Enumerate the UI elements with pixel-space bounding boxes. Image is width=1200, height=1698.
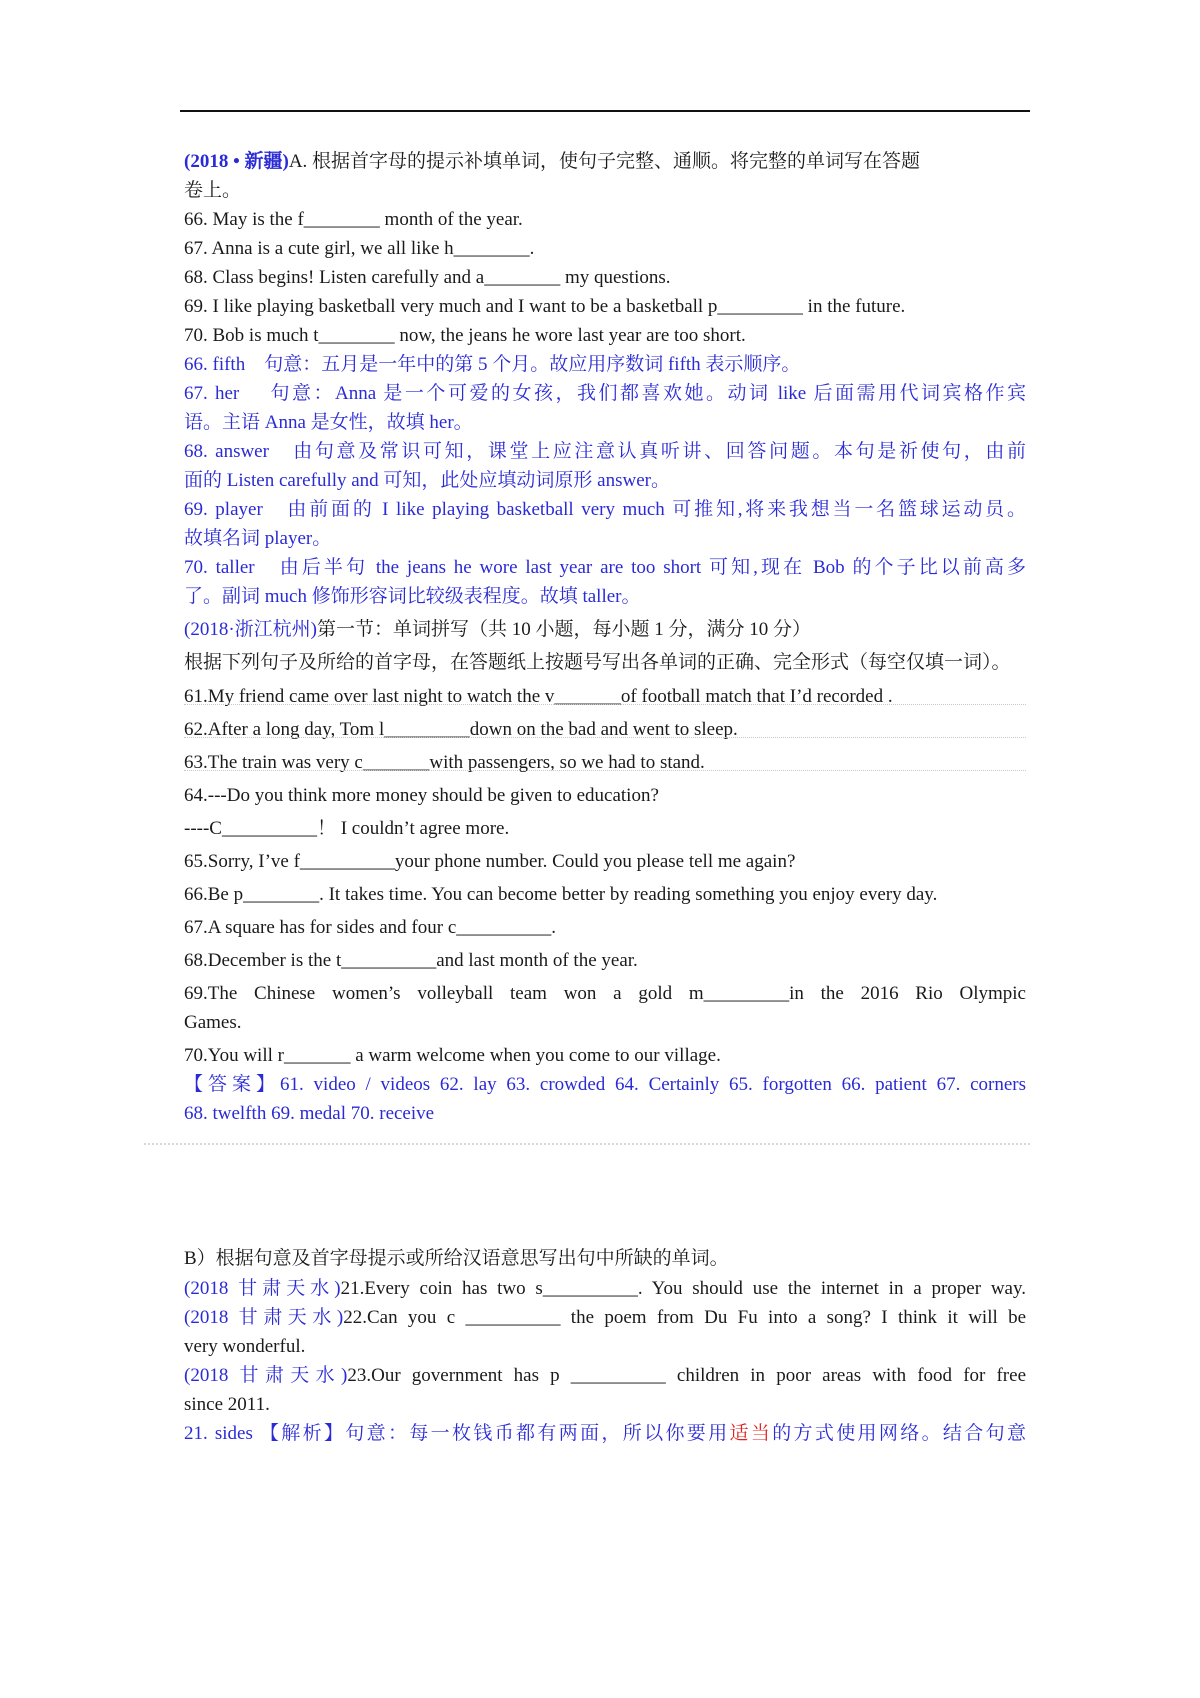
- answer-line: 69. player 由前面的 I like playing basketball very much 可推知,将来我想当一名篮球运动员。: [184, 499, 1026, 520]
- question-line: 70. Bob is much t________ now, the jeans he wore last year are too short.: [184, 325, 746, 346]
- source-tag: (2018 甘肃天水): [184, 1365, 348, 1386]
- source-tag: (2018 • 新疆): [184, 151, 289, 172]
- question-line: 61.My friend came over last night to watch the v_______of football match that I’d recorded .: [184, 686, 893, 707]
- answer-line: 了。副词 much 修饰形容词比较级表程度。故填 taller。: [184, 586, 641, 607]
- question-line: 66.Be p________. It takes time. You can become better by reading something you enjoy every day.: [184, 884, 938, 905]
- section-hz-instruction: 根据下列句子及所给的首字母，在答题纸上按题号写出各单词的正确、完全形式（每空仅填一词）。: [184, 652, 1011, 673]
- answer-key-cont: 68. twelfth 69. medal 70. receive: [184, 1103, 435, 1124]
- dotted-rule: [184, 737, 1026, 738]
- section-hz-heading: (2018·浙江杭州)第一节：单词拼写（共 10 小题，每小题 1 分，满分 10 分）: [184, 619, 811, 640]
- answer-line: 语。主语 Anna 是女性，故填 her。: [184, 412, 473, 433]
- answer-line: 故填名词 player。: [184, 528, 332, 549]
- page-separator: [144, 1143, 1030, 1145]
- question-line: (2018 甘肃天水)23.Our government has p __________ children in poor areas with food for free: [184, 1365, 1026, 1386]
- question-line: 66. May is the f________ month of the year.: [184, 209, 523, 230]
- question-line: very wonderful.: [184, 1336, 306, 1357]
- answer-line: 66. fifth 句意：五月是一年中的第 5 个月。故应用序数词 fifth 表示顺序。: [184, 354, 801, 375]
- question-line: 67. Anna is a cute girl, we all like h________.: [184, 238, 535, 259]
- section-a-instruction: (2018 • 新疆)A. 根据首字母的提示补填单词，使句子完整、通顺。将完整的单词写在答题: [184, 151, 921, 172]
- answer-line: 21. sides 【解析】句意：每一枚钱币都有两面，所以你要用适当的方式使用网络。结合句意: [184, 1423, 1026, 1444]
- question-line: 68.December is the t__________and last month of the year.: [184, 950, 638, 971]
- question-line: 62.After a long day, Tom l_________down on the bad and went to sleep.: [184, 719, 738, 740]
- question-line: 69. I like playing basketball very much and I want to be a basketball p_________ in the future.: [184, 296, 906, 317]
- question-line: Games.: [184, 1012, 242, 1033]
- dotted-rule: [184, 704, 1026, 705]
- header-rule: [180, 110, 1030, 112]
- question-line: 64.---Do you think more money should be given to education?: [184, 785, 659, 806]
- answer-key: 【答案】61. video / videos 62. lay 63. crowded 64. Certainly 65. forgotten 66. patient 67. corners: [184, 1074, 1026, 1095]
- question-line: (2018 甘肃天水)21.Every coin has two s__________. You should use the internet in a proper way.: [184, 1278, 1027, 1299]
- answer-line: 面的 Listen carefully and 可知，此处应填动词原形 answer。: [184, 470, 670, 491]
- section-a-instruction-cont: 卷上。: [184, 180, 242, 201]
- question-line: (2018 甘肃天水)22.Can you c __________ the poem from Du Fu into a song? I think it will be: [184, 1307, 1027, 1328]
- question-line: 69.The Chinese women’s volleyball team won a gold m_________in the 2016 Rio Olympic: [184, 983, 1026, 1004]
- answer-line: 70. taller 由后半句 the jeans he wore last year are too short 可知,现在 Bob 的个子比以前高多: [184, 557, 1026, 578]
- section-b-instruction: B）根据句意及首字母提示或所给汉语意思写出句中所缺的单词。: [184, 1248, 729, 1269]
- source-tag: (2018·浙江杭州): [184, 619, 317, 640]
- question-line: 70.You will r_______ a warm welcome when you come to our village.: [184, 1045, 721, 1066]
- answer-line: 68. answer 由句意及常识可知，课堂上应注意认真听讲、回答问题。本句是祈使句，由前: [184, 441, 1026, 462]
- highlight-word: 适当: [729, 1423, 773, 1444]
- question-line: 67.A square has for sides and four c__________.: [184, 917, 557, 938]
- question-line: since 2011.: [184, 1394, 270, 1415]
- source-tag: (2018 甘肃天水): [184, 1278, 341, 1299]
- dotted-rule: [184, 770, 1026, 771]
- question-line: 65.Sorry, I’ve f__________your phone number. Could you please tell me again?: [184, 851, 796, 872]
- source-tag: (2018 甘肃天水): [184, 1307, 344, 1328]
- question-line: ----C__________！ I couldn’t agree more.: [184, 818, 510, 839]
- question-line: 63.The train was very c_______with passengers, so we had to stand.: [184, 752, 705, 773]
- question-line: 68. Class begins! Listen carefully and a________ my questions.: [184, 267, 671, 288]
- answer-line: 67. her 句意：Anna 是一个可爱的女孩，我们都喜欢她。动词 like 后面需用代词宾格作宾: [184, 383, 1026, 404]
